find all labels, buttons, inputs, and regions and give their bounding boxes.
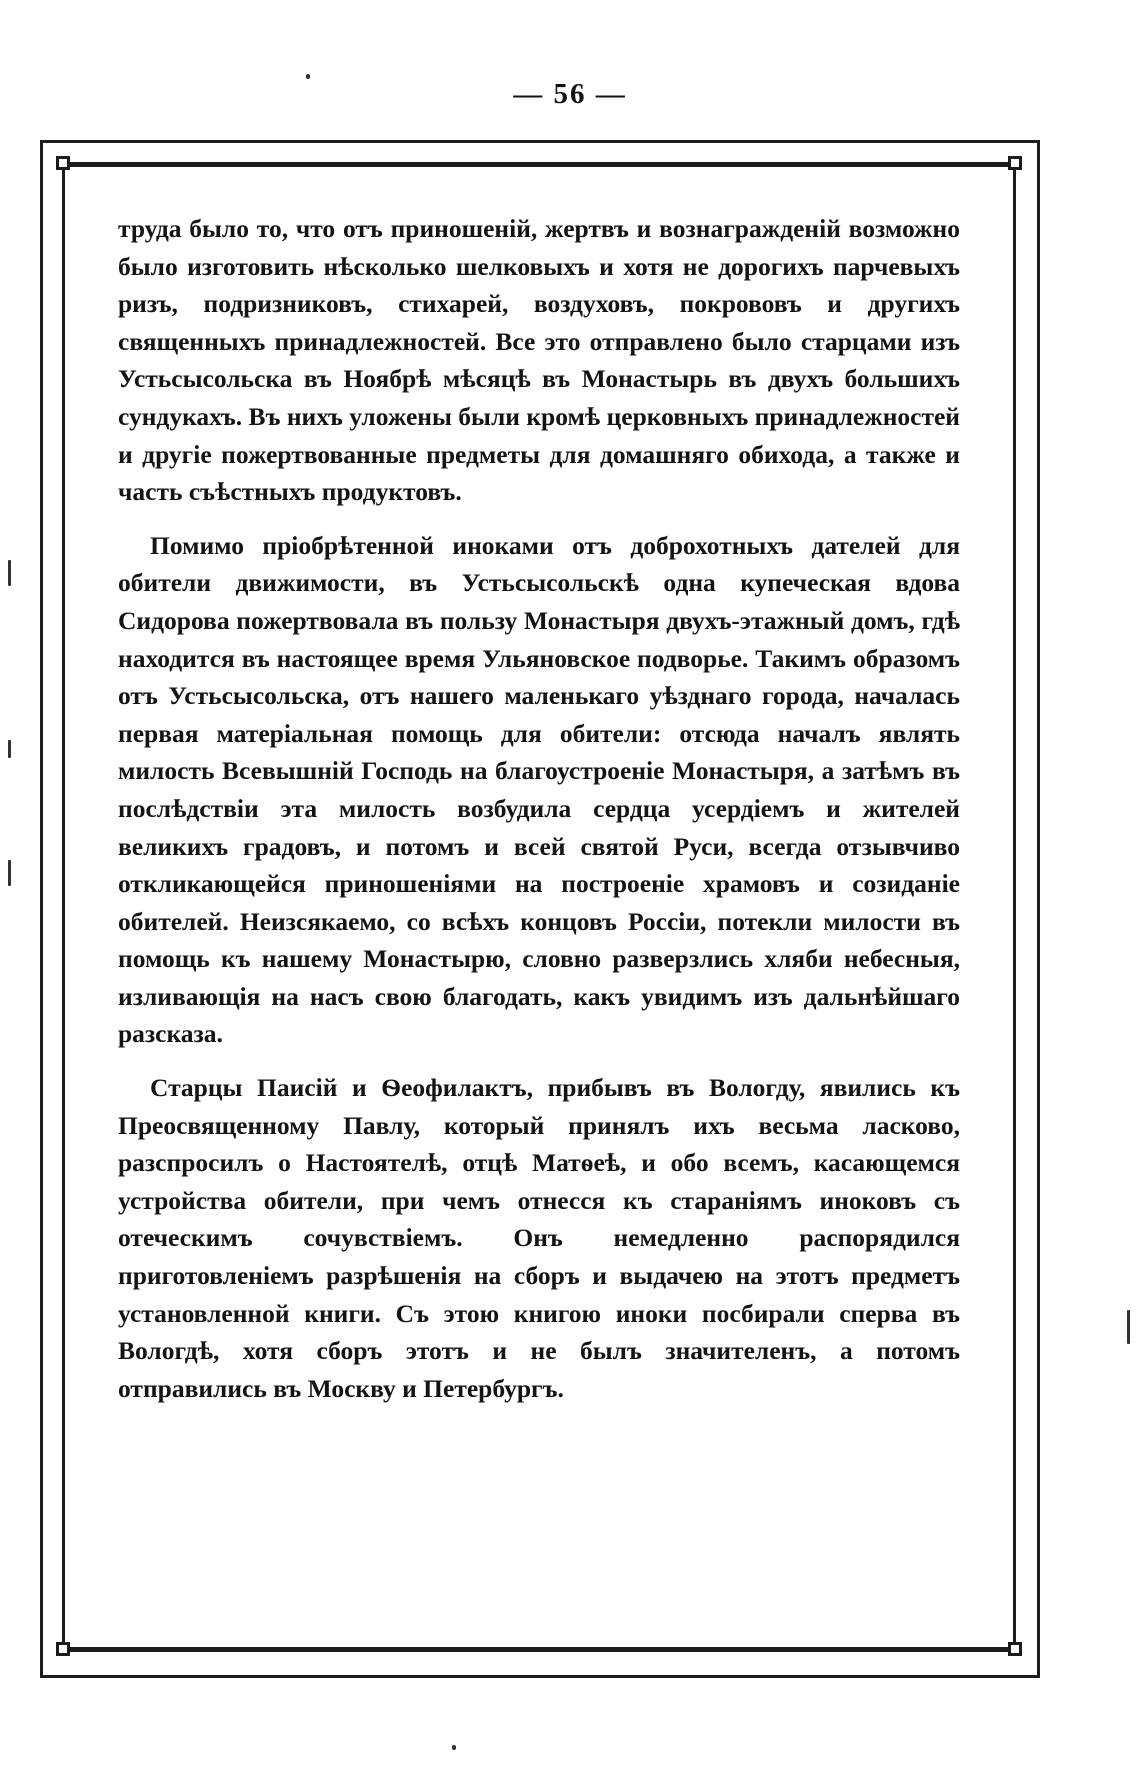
page-border-bottom-rule	[62, 1647, 1016, 1652]
scan-mark	[8, 860, 11, 886]
body-text	[118, 210, 960, 1407]
border-corner-ornament	[1008, 156, 1022, 170]
scan-mark	[8, 560, 11, 586]
scan-mark	[452, 1745, 456, 1750]
page-border-top-rule	[62, 162, 1016, 167]
page-number: — 56 —	[513, 78, 627, 110]
paragraph: труда было то, что отъ приношеній, жертвъ и вознагражденій возможно было изготовить нѣсколько шелковыхъ и хотя не дорогихъ парчевыхъ ризъ, подризниковъ, стихарей, воздуховъ, покрововъ и другихъ священныхъ принадлежностей. Все это отправлено было старцами изъ Устьсысольска въ Ноябрѣ мѣсяцѣ въ Монастырь въ двухъ большихъ сундукахъ. Въ нихъ уложены были кромѣ церковныхъ принадлежностей и другіе пожертвованные предметы для домашняго обихода, а также и часть съѣстныхъ продуктовъ.	[118, 214, 960, 507]
paragraph: Помимо пріобрѣтенной иноками отъ доброхотныхъ дателей для обители движимости, въ Устьсысольскѣ одна купеческая вдова Сидорова пожертвовала въ пользу Монастыря двухъ-этажный домъ, гдѣ находится въ настоящее время Ульяновское подворье. Такимъ образомъ отъ Устьсысольска, отъ нашего маленькаго уѣзднаго города, началась первая матеріальная помощь для обители: отсюда началъ являть милость Всевышній Господь на благоустроеніе Монастыря, а затѣмъ въ послѣдствіи эта милость возбудила сердца усердіемъ и жителей великихъ градовъ, и потомъ и всей святой Руси, всегда отзывчиво откликающейся приношеніями на построеніе храмовъ и созиданіе обителей. Неизсякаемо, со всѣхъ концовъ Россіи, потекли милости въ помощь къ нашему Монастырю, словно разверзлись хляби небесныя, изливающія на насъ свою благодать, какъ увидимъ изъ дальнѣйшаго разсказа.	[118, 530, 960, 1049]
scan-mark	[1127, 1310, 1130, 1344]
page-border-right-rule	[1013, 162, 1016, 1652]
border-corner-ornament	[56, 156, 70, 170]
paragraph: Старцы Паисій и Ѳеофилактъ, прибывъ въ Вологду, явились къ Преосвященному Павлу, который принялъ ихъ весьма ласково, разспросилъ о Настоятелѣ, отцѣ Матѳеѣ, и обо всемъ, касающемся устройства обители, при чемъ отнесся къ стараніямъ иноковъ съ отеческимъ сочувствіемъ. Онъ немедленно распорядился приготовленіемъ разрѣшенія на сборъ и выдачею на этотъ предметъ установленной книги. Съ этою книгою иноки посбирали сперва въ Вологдѣ, хотя сборъ этотъ и не былъ значителенъ, а потомъ отправились въ Москву и Петербургъ.	[118, 1073, 960, 1403]
page-border-left-rule	[62, 162, 65, 1652]
border-corner-ornament	[1008, 1642, 1022, 1656]
scan-mark	[8, 740, 11, 758]
scan-mark	[306, 74, 310, 79]
border-corner-ornament	[56, 1642, 70, 1656]
